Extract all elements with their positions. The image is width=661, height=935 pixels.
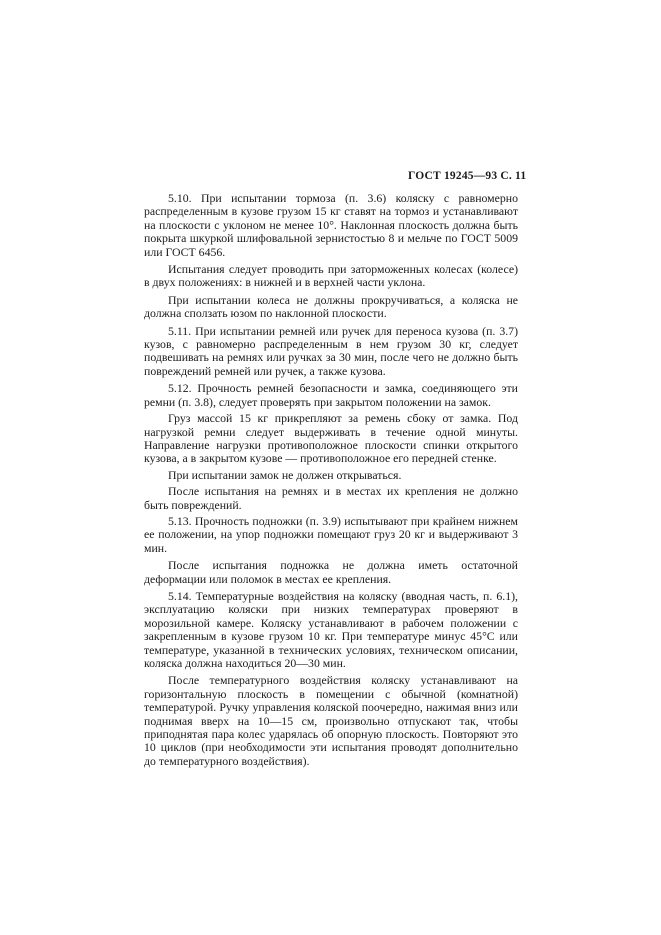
paragraph: После температурного воздействия коляску устанавливают на горизонтальную плоскость в помещении с обычной (комнатной) температурой. Ручку управления коляской поочередно, нажимая вниз или поднимая вверх на 10—15 см, произвольно отпускают так, чтобы приподнятая пара колес ударялась об опорную плоскость. Повторяют это 10 циклов (при необходимости эти испытания проводят дополнительно до температурного воздействия). [144,673,518,768]
paragraph-5-11: 5.11. При испытании ремней или ручек для переноса кузова (п. 3.7) кузов, с равномерно распределенным в нем грузом 30 кг, следует подвешивать на ремнях или ручках за 30 мин, после чего не должно быть повреждений ремней или ручек, а также кузова. [144,323,518,378]
paragraph: После испытания подножка не должна иметь остаточной деформации или поломок в местах ее крепления. [144,558,518,586]
paragraph: При испытании замок не должен открываться. [168,467,402,482]
page-header: ГОСТ 19245—93 С. 11 [408,170,527,182]
paragraph: При испытании колеса не должны прокручиваться, а коляска не должна сползать юзом по наклонной плоскости. [144,292,518,321]
paragraph-5-13: 5.13. Прочность подножки (п. 3.9) испытывают при крайнем нижнем ее положении, на упор подножки помещают груз 20 кг и выдерживают 3 мин. [144,513,518,555]
paragraph: После испытания на ремнях и в местах их крепления не должно быть повреждений. [144,484,518,512]
paragraph-5-10: 5.10. При испытании тормоза (п. 3.6) коляску с равномерно распределенным в кузове грузом 15 кг ставят на тормоз и устанавливают на плоскости с уклоном не менее 10°. Наклонная плоскость должна быть покрыта шкуркой шлифовальной зернистостью 8 и мельче по ГОСТ 5009 или ГОСТ 6456. [144,191,518,259]
paragraph-5-14: 5.14. Температурные воздействия на коляску (вводная часть, п. 6.1), эксплуатацию коляски при низких температурах проверяют в морозильной камере. Коляску устанавливают в рабочем положении с закрепленным в кузове грузом 10 кг. При температуре минус 45°С или температуре, указанной в технических условиях, техническом описании, коляска должна находиться 20—30 мин. [144,588,518,670]
paragraph: Груз массой 15 кг прикрепляют за ремень сбоку от замка. Под нагрузкой ремни следует выдерживать в течение одной минуты. Направление нагрузки противоположное плоскости спинки открытого кузова, а в закрытом кузове — противоположное его передней стенке. [144,411,518,466]
paragraph: Испытания следует проводить при заторможенных колесах (колесе) в двух положениях: в нижней и в верхней части уклона. [144,262,518,290]
document-body [144,192,518,772]
paragraph-5-12: 5.12. Прочность ремней безопасности и замка, соединяющего эти ремни (п. 3.8), следует проверять при закрытом положении на замок. [144,381,518,409]
